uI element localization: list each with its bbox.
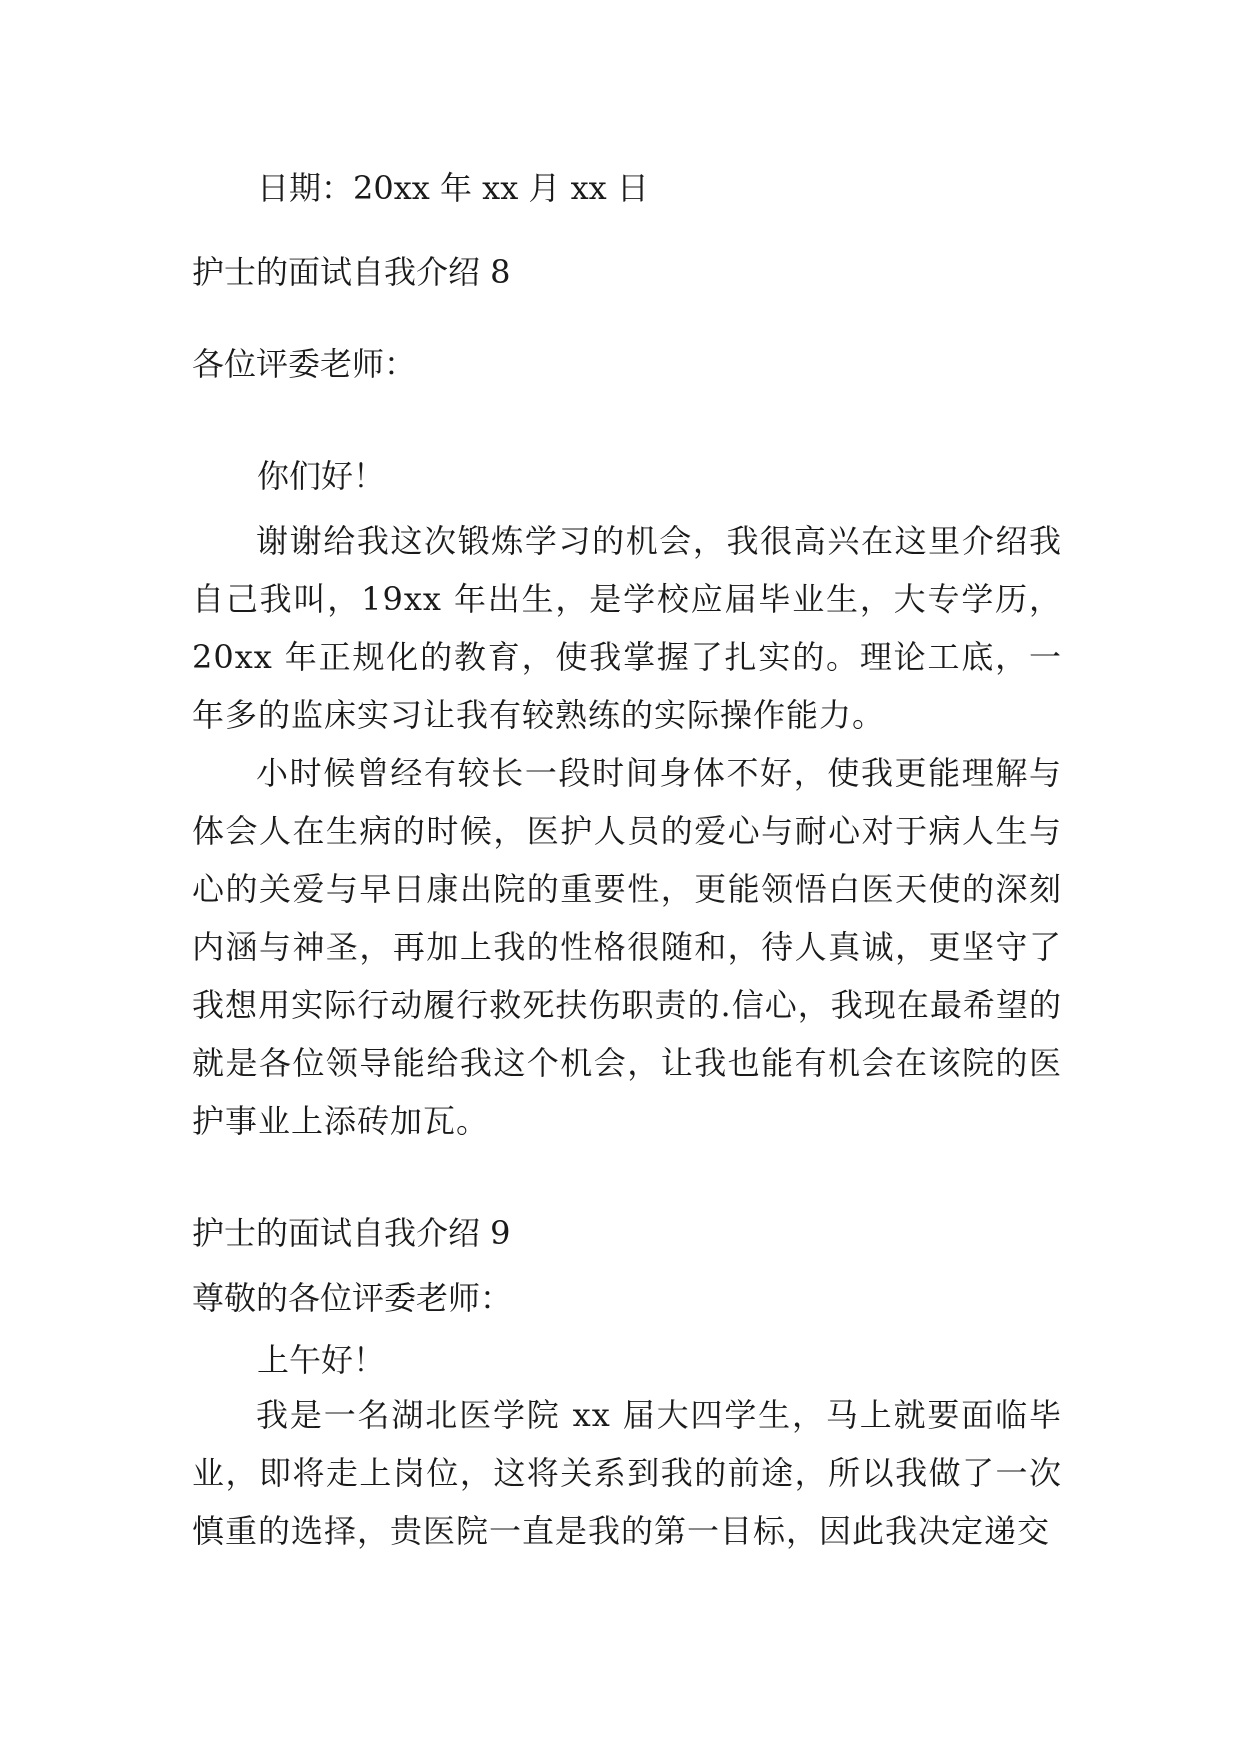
section-8-salutation: 各位评委老师： [192,345,417,383]
date-line: 日期：20xx 年 xx 月 xx 日 [257,169,649,207]
section-9-paragraph-1: 我是一名湖北医学院 xx 届大四学生，马上就要面临毕业，即将走上岗位，这将关系到我的前途，所以我做了一次慎重的选择，贵医院一直是我的第一目标，因此我决定递交 [192,1396,1062,1550]
section-9-salutation: 尊敬的各位评委老师： [192,1279,513,1317]
section-8-title: 护士的面试自我介绍 8 [192,253,511,291]
section-9-title: 护士的面试自我介绍 9 [192,1214,511,1252]
section-9-greeting: 上午好！ [257,1341,386,1379]
section-8-greeting: 你们好！ [257,457,386,495]
section-8-paragraph-2: 小时候曾经有较长一段时间身体不好，使我更能理解与体会人在生病的时候，医护人员的爱心与耐心对于病人生与心的关爱与早日康出院的重要性，更能领悟白医天使的深刻内涵与神圣，再加上我的性格很随和，待人真诚，更坚守了我想用实际行动履行救死扶伤职责的.信心，我现在最希望的就是各位领导能给我这个机会，让我也能有机会在该院的医护事业上添砖加瓦。 [192,754,1062,1140]
section-8-paragraph-1: 谢谢给我这次锻炼学习的机会，我很高兴在这里介绍我自己我叫，19xx 年出生，是学校应届毕业生，大专学历，20xx 年正规化的教育，使我掌握了扎实的。理论工底，一年多的监床实习让我有较熟练的实际操作能力。 [192,522,1062,734]
